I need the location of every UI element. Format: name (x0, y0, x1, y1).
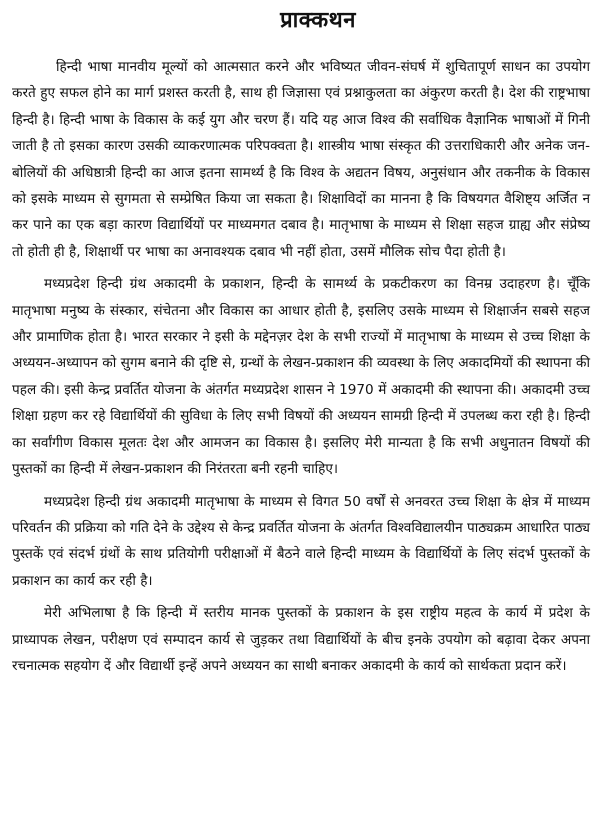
paragraph-1: हिन्दी भाषा मानवीय मूल्यों को आत्मसात करने और भविष्यत जीवन-संघर्ष में शुचितापूर्ण साधन का उपयोग करते हुए सफल होने का मार्ग प्रशस्त करती है, साथ ही जिज्ञासा एवं प्रश्नाकुलता का अंकुरण करती है। देश की राष्ट्रभाषा हिन्दी है। हिन्दी भाषा के विकास के कई युग और चरण हैं। यदि यह आज विश्व की सर्वाधिक वैज्ञानिक भाषाओं में गिनी जाती है तो इसका कारण उसकी व्याकरणात्मक परिपक्वता है। शास्त्रीय भाषा संस्कृत की उत्तराधिकारी और अनेक जन-बोलियों की अधिष्ठात्री हिन्दी का आज इतना सामर्थ्य है कि विश्व के अद्यतन विषय, अनुसंधान और तकनीक के विकास को इसके माध्यम से सुगमता से सम्प्रेषित किया जा सकता है। शिक्षाविदों का मानना है कि विषयगत वैशिष्ट्य अर्जित न कर पाने का एक बड़ा कारण विद्यार्थियों पर माध्यमगत दबाव है। मातृभाषा के माध्यम से शिक्षा सहज ग्राह्य और संप्रेष्य तो होती ही है, शिक्षार्थी पर भाषा का अनावश्यक दबाव भी नहीं होता, उसमें मौलिक सोच पैदा होती है। (12, 59, 590, 260)
paragraph-4: मेरी अभिलाषा है कि हिन्दी में स्तरीय मानक पुस्तकों के प्रकाशन के इस राष्ट्रीय महत्व के कार्य में प्रदेश के प्राध्यापक लेखन, परीक्षण एवं सम्पादन कार्य से जुड़कर तथा विद्यार्थियों के बीच इनके उपयोग को बढ़ावा देकर अपना रचनात्मक सहयोग दें और विद्यार्थी इन्हें अपने अध्ययन का साथी बनाकर अकादमी के कार्य को सार्थकता प्रदान करें। (12, 605, 590, 674)
paragraph-3: मध्यप्रदेश हिन्दी ग्रंथ अकादमी मातृभाषा के माध्यम से विगत 50 वर्षों से अनवरत उच्च शिक्षा के क्षेत्र में माध्यम परिवर्तन की प्रक्रिया को गति देने के उद्देश्य से केन्द्र प्रवर्तित योजना के अंतर्गत विश्वविद्यालयीन पाठ्यक्रम आधारित पाठ्य पुस्तकें एवं संदर्भ ग्रंथों के साथ प्रतियोगी परीक्षाओं में बैठने वाले हिन्दी माध्यम के विद्यार्थियों के लिए संदर्भ पुस्तकों के प्रकाशन का कार्य कर रही है। (12, 493, 590, 589)
page-title: प्राक्कथन (280, 8, 356, 33)
paragraph-2: मध्यप्रदेश हिन्दी ग्रंथ अकादमी के प्रकाशन, हिन्दी के सामर्थ्य के प्रकटीकरण का विनम्र उदाहरण है। चूँकि मातृभाषा मनुष्य के संस्कार, संचेतना और विकास का आधार होती है, इसलिए उसके माध्यम से शिक्षार्जन सबसे सहज और प्रामाणिक होता है। भारत सरकार ने इसी के मद्देनज़र देश के सभी राज्यों में मातृभाषा के माध्यम से उच्च शिक्षा के अध्ययन-अध्यापन को सुगम बनाने की दृष्टि से, ग्रन्थों के लेखन-प्रकाशन की व्यवस्था के लिए अकादमियों की स्थापना की पहल की। इसी केन्द्र प्रवर्तित योजना के अंतर्गत मध्यप्रदेश शासन ने 1970 में अकादमी की स्थापना की। अकादमी उच्च शिक्षा ग्रहण कर रहे विद्यार्थियों की सुविधा के लिए सभी विषयों की अध्ययन सामग्री हिन्दी में उपलब्ध करा रही है। हिन्दी का सर्वांगीण विकास मूलतः देश और आमजन का विकास है। इसलिए मेरी मान्यता है कि सभी अधुनातन विषयों की पुस्तकों का हिन्दी में लेखन-प्रकाशन की निरंतरता बनी रहनी चाहिए। (12, 276, 590, 478)
